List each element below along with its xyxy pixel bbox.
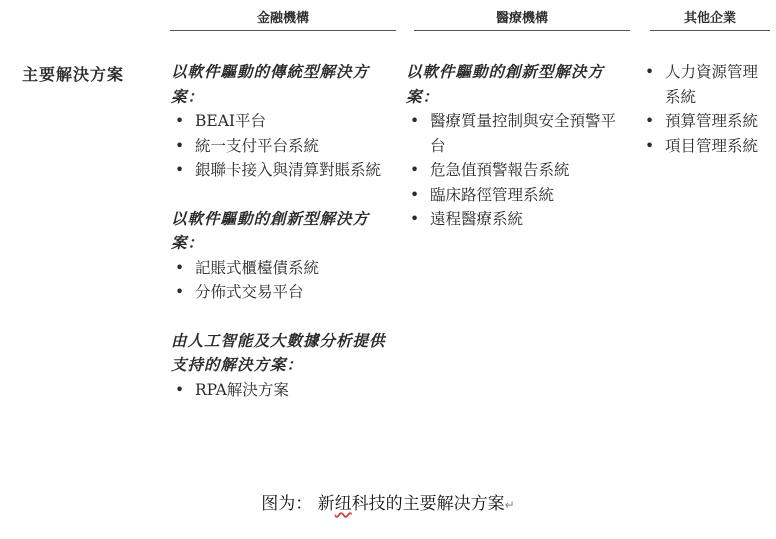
bullet-icon: • <box>175 161 185 179</box>
caption-text: 图为： 新 <box>261 494 335 514</box>
section-title: 以軟件驅動的傳統型解決方案： <box>171 62 370 106</box>
section-title: 由人工智能及大數據分析提供支持的解決方案： <box>171 330 386 374</box>
list-item <box>406 207 628 232</box>
figure-caption <box>0 489 776 514</box>
other-column <box>641 60 773 158</box>
list-item <box>406 109 628 158</box>
list-item <box>641 134 773 159</box>
financial-section <box>171 329 395 403</box>
column-header-other: 其他企業 <box>650 9 770 31</box>
list-item <box>641 109 773 134</box>
list-item-text: 記賬式櫃檯債系統 <box>195 258 320 277</box>
financial-section <box>171 207 395 305</box>
bullet-icon: • <box>645 112 655 130</box>
list-item-text: 臨床路徑管理系統 <box>430 185 555 204</box>
list-item-text: 項目管理系統 <box>665 136 759 155</box>
financial-section <box>171 60 395 183</box>
list-item-text: BEAI平台 <box>195 112 267 130</box>
section-title: 以軟件驅動的創新型解決方案： <box>171 208 370 252</box>
bullet-icon: • <box>410 185 420 204</box>
spellcheck-underlined-char: 纽 <box>334 494 352 514</box>
bullet-icon: • <box>175 136 185 155</box>
list-item <box>171 256 395 281</box>
bullet-icon: • <box>175 380 185 399</box>
bullet-icon: • <box>410 161 420 179</box>
bullet-icon: • <box>410 210 420 228</box>
list-item-text: 遠程醫療系統 <box>430 210 524 228</box>
column-header-medical: 醫療機構 <box>414 9 630 31</box>
caption-text: 科技的主要解决方案 <box>351 494 505 514</box>
bullet-icon: • <box>175 283 185 301</box>
medical-column <box>406 60 628 256</box>
list-item-text: 人力資源管理系統 <box>665 63 759 106</box>
bullet-icon: • <box>410 112 420 130</box>
bullet-icon: • <box>175 258 185 277</box>
list-item <box>171 378 395 403</box>
list-item <box>406 158 628 183</box>
bullet-icon: • <box>645 136 655 155</box>
list-item <box>171 280 395 305</box>
financial-column <box>171 60 395 426</box>
paragraph-mark-icon: ↵ <box>504 498 515 512</box>
list-item <box>406 183 628 208</box>
list-item-text: 預算管理系統 <box>665 112 759 130</box>
row-label: 主要解決方案 <box>22 65 125 84</box>
list-item <box>641 60 773 109</box>
list-item-text: 銀聯卡接入與清算對賬系統 <box>195 161 382 179</box>
column-header-financial: 金融機構 <box>170 9 396 31</box>
list-item-text: 分佈式交易平台 <box>195 283 304 301</box>
medical-section <box>406 60 628 232</box>
list-item <box>171 158 395 183</box>
list-item-text: 醫療質量控制與安全預警平台 <box>430 112 617 155</box>
list-item-text: 危急值預警報告系統 <box>430 161 570 179</box>
bullet-icon: • <box>175 112 185 130</box>
list-item <box>171 134 395 159</box>
list-item-text: RPA解決方案 <box>195 380 289 399</box>
list-item-text: 統一支付平台系統 <box>195 136 320 155</box>
section-title: 以軟件驅動的創新型解決方案： <box>406 62 605 106</box>
bullet-icon: • <box>645 63 655 81</box>
list-item <box>171 109 395 134</box>
